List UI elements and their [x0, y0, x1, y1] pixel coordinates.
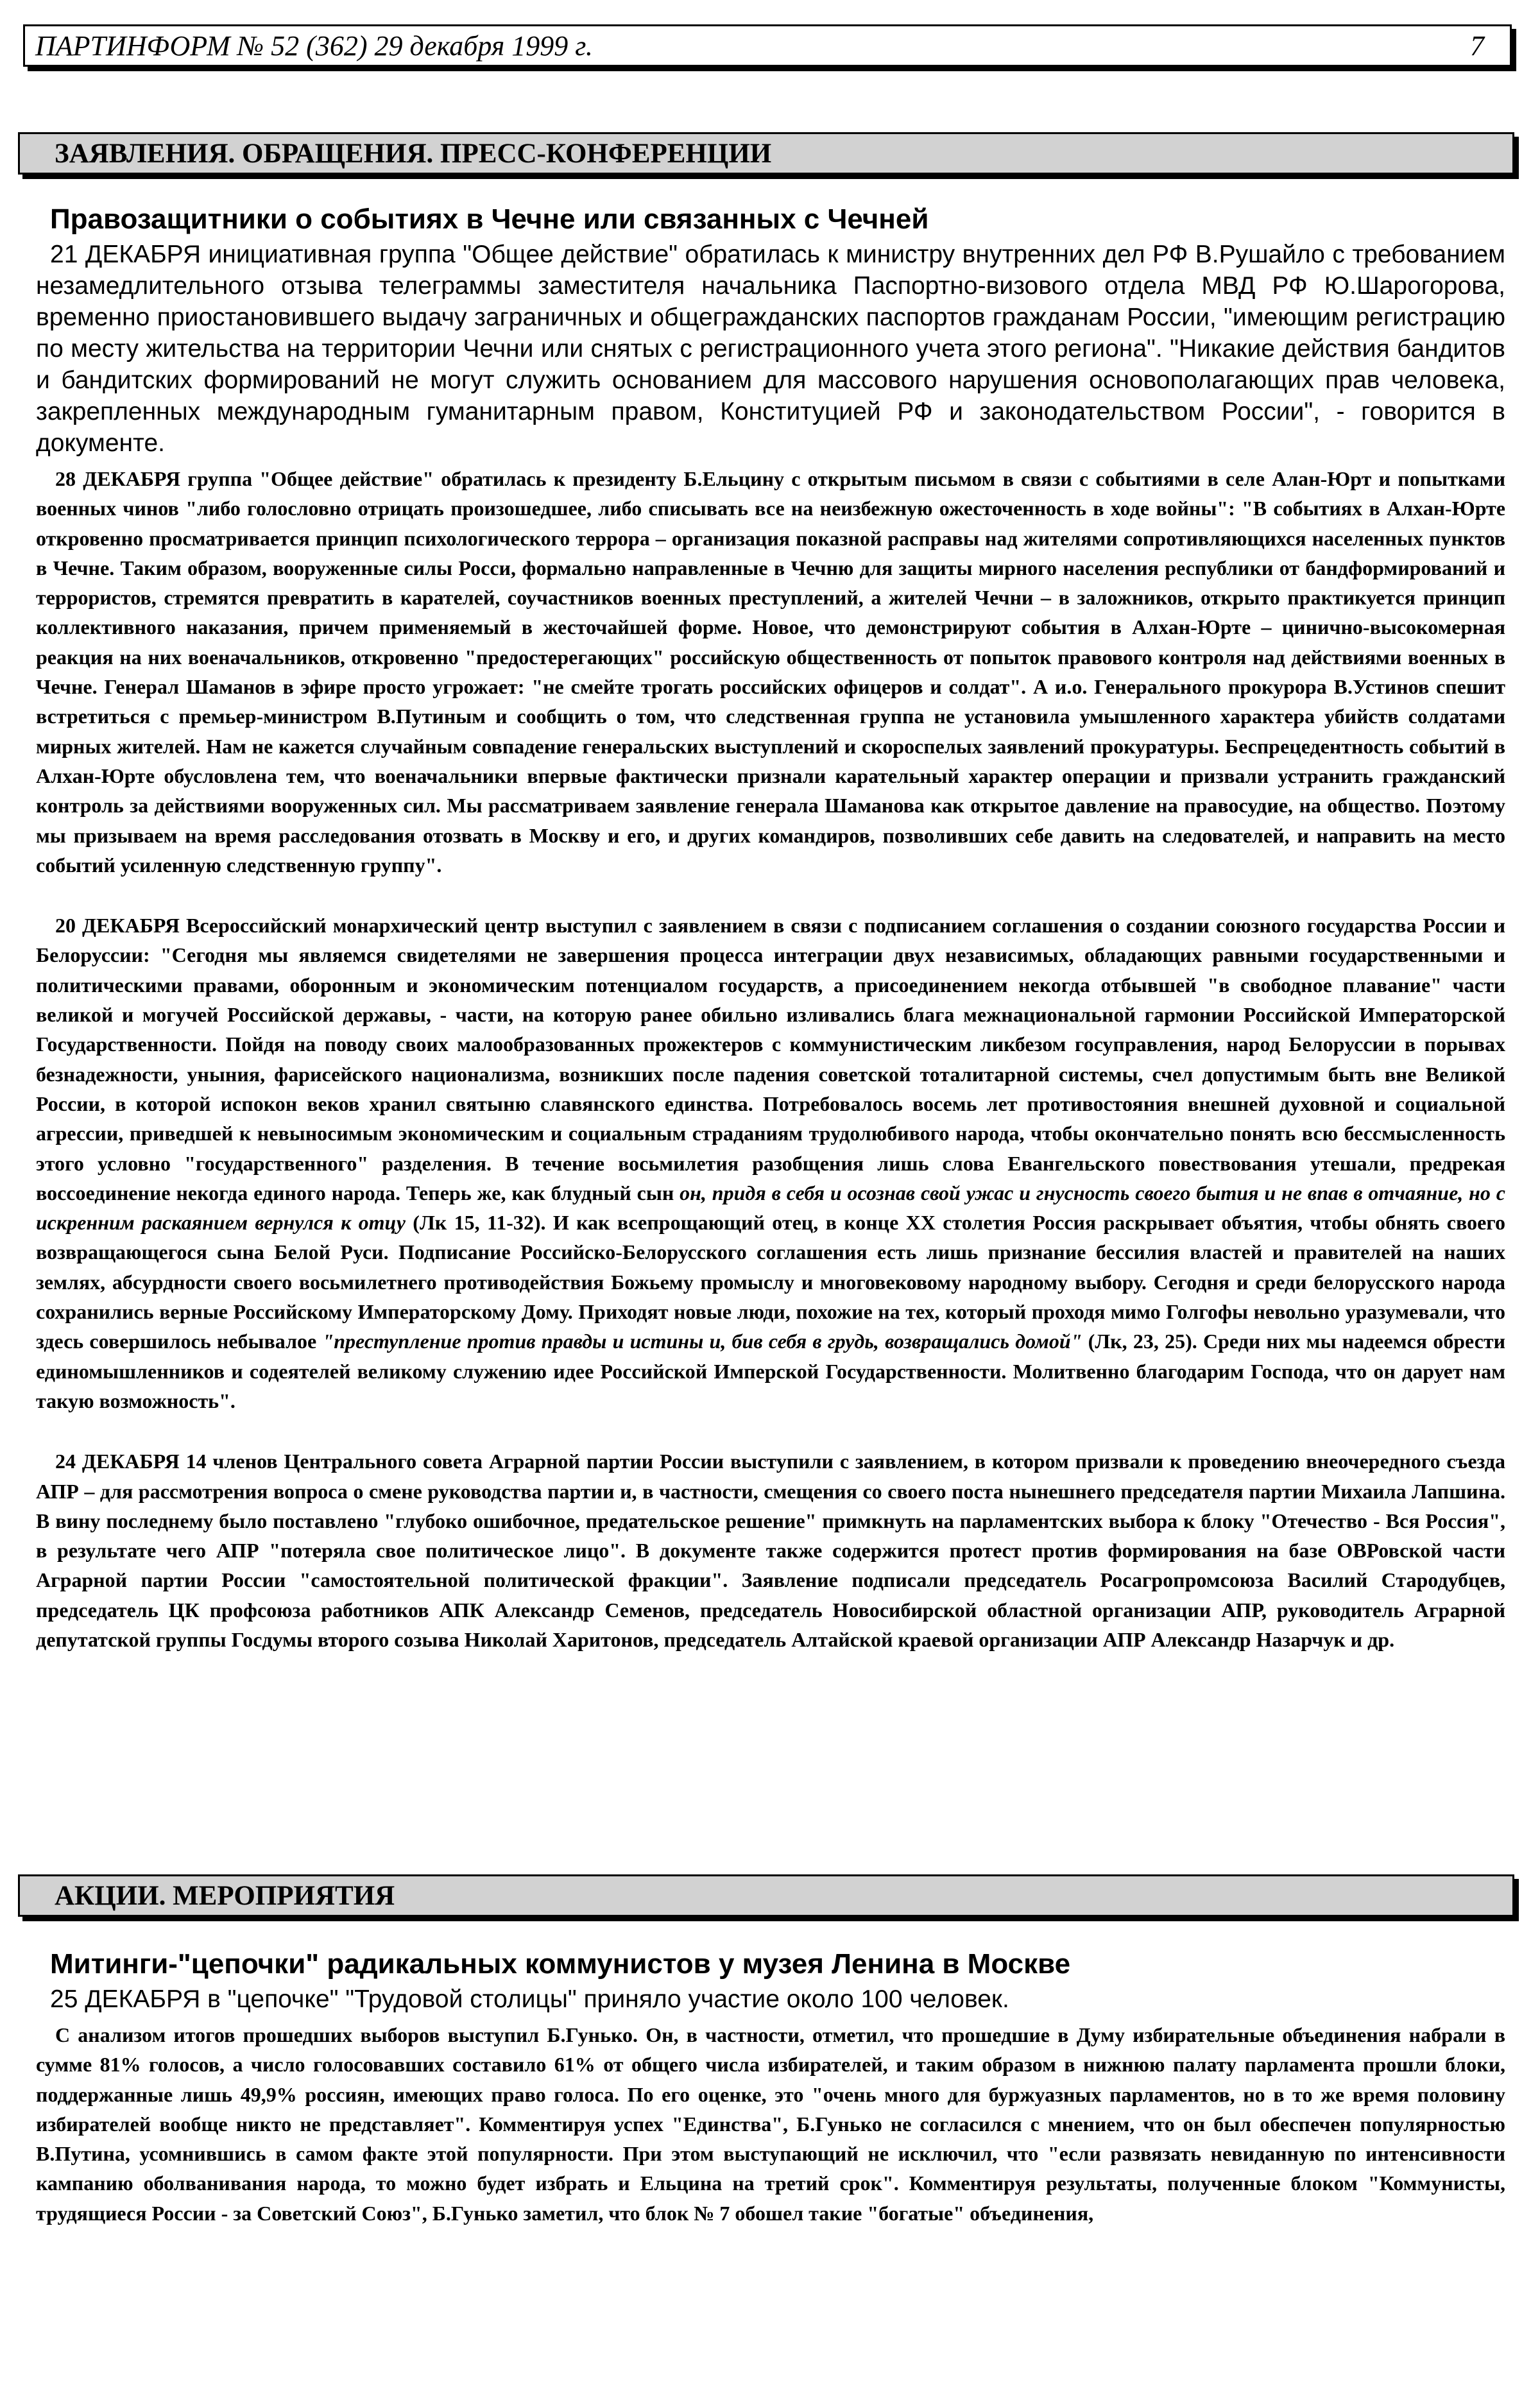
paragraph-gunko: С анализом итогов прошедших выборов выступил Б.Гунько. Он, в частности, отметил, что прошедшие в Думу избирательные объединения набрали в сумме 81% голосов, а число голосовавших составило 61% от общего числа избирателей, и таким образом в нижнюю палату парламента прошли блоки, поддержанные лишь 49,9% россиян, имеющих право голоса. По его оценке, это "очень много для буржуазных парламентов, но в то же время половину избирателей вообще никто не представляет". Комментируя успех "Единства", Б.Гунько не согласился с мнением, что он был обеспечен популярностью В.Путина, усомнившись в самом факте этой популярности. При этом выступающий не исключил, что "если развязать невиданную по интенсивности кампанию оболванивания народа, то можно будет избрать и Ельцина на третий срок". Комментируя результаты, полученные блоком "Коммунисты, трудящиеся России - за Советский Союз", Б.Гунько заметил, что блок № 7 обошел такие "богатые" объединения, — [36, 2023, 1505, 2225]
publication-title: ПАРТИНФОРМ № 52 (362) 29 декабря 1999 г. — [35, 30, 593, 62]
section-actions-body — [36, 1948, 1505, 2228]
section-title: ЗАЯВЛЕНИЯ. ОБРАЩЕНИЯ. ПРЕСС-КОНФЕРЕНЦИИ — [55, 138, 772, 169]
paragraph-28-december: 28 ДЕКАБРЯ группа "Общее действие" обратилась к президенту Б.Ельцину с открытым письмом в связи с событиями в селе Алан-Юрт и попытками военных чинов "либо голословно отрицать произошедшее, либо списывать все на неизбежную ожесточенность в ходе войны": "В событиях в Алхан-Юрте откровенно просматривается принцип психологического террора – организация показной расправы над жителями сопротивляющихся населенных пунктов в Чечне. Таким образом, вооруженные силы Росси, формально направленные в Чечню для защиты мирного населения республики от бандформирований и террористов, стремятся превратить в карателей, соучастников военных преступлений, а жителей Чечни – в заложников, открыто практикуется принцип коллективного наказания, причем применяемый в жесточайшей форме. Новое, что демонстрируют события в Алхан-Юрте – цинично-высокомерная реакция на них военачальников, откровенно "предостерегающих" российскую общественность от попыток правового контроля над действиями военных в Чечне. Генерал Шаманов в эфире просто угрожает: "не смейте трогать российских офицеров и солдат". А и.о. Генерального прокурора В.Устинов спешит встретиться с премьер-министром В.Путиным и сообщить о том, что следственная группа не установила умышленного характера убийств солдатами мирных жителей. Нам не кажется случайным совпадение генеральских выступлений и скороспелых заявлений прокуратуры. Беспрецедентность событий в Алхан-Юрте обусловлена тем, что военачальники впервые фактически признали карательный характер операции и призвали устранить гражданский контроль за действиями вооруженных сил. Мы рассматриваем заявление генерала Шаманова как открытое давление на правосудие, на общество. Поэтому мы призываем на время расследования отозвать в Москву и его, и других командиров, позволивших себе давить на следователей, и направить на место событий усиленную следственную группу". — [36, 467, 1505, 877]
article-lead: 21 ДЕКАБРЯ инициативная группа "Общее действие" обратилась к министру внутренних дел РФ В.Рушайло с требованием незамедлительного отзыва телеграммы заместителя начальника Паспортно-визового отдела МВД РФ Ю.Шарогорова, временно приостановившего выдачу заграничных и общегражданских паспортов гражданам России, "имеющим регистрацию по месту жительства на территории Чечни или снятых с регистрационного учета этого региона". "Никакие действия бандитов и бандитских формирований не могут служить основанием для массового нарушения основополагающих прав человека, закрепленных международным гуманитарным правом, Конституцией РФ и законодательством России", - говорится в документе. — [36, 241, 1505, 457]
section-header-statements — [18, 132, 1514, 175]
page-number: 7 — [1470, 30, 1484, 62]
paragraph-24-december: 24 ДЕКАБРЯ 14 членов Центрального совета Аграрной партии России выступили с заявлением, в котором призвали к проведению внеочередного съезда АПР – для рассмотрения вопроса о смене руководства партии и, в частности, смещения со своего поста нынешнего председателя партии Михаила Лапшина. В вину последнему было поставлено "глубоко ошибочное, предательское решение" примкнуть на парламентских выбора к блоку "Отечество - Вся Россия", в результате чего АПР "потеряла свое политическое лицо". В документе также содержится протест против формирования на базе ОВРовской части Аграрной партии России "самостоятельной политической фракции". Заявление подписали председатель Росагропромсоюза Василий Стародубцев, председатель ЦК профсоюза работников АПК Александр Семенов, председатель Новосибирской областной организации АПР, руководитель Аграрной депутатской группы Госдумы второго созыва Николай Харитонов, председатель Алтайской краевой организации АПР Александр Назарчук и др. — [36, 1450, 1505, 1651]
section-title: АКЦИИ. МЕРОПРИЯТИЯ — [55, 1880, 395, 1911]
article-headline: Митинги-"цепочки" радикальных коммунистов у музея Ленина в Москве — [50, 1948, 1071, 1980]
paragraph-20-december: 20 ДЕКАБРЯ Всероссийский монархический центр выступил с заявлением в связи с подписанием соглашения о создании союзного государства России и Белоруссии: "Сегодня мы являемся свидетелями не завершения процесса интеграции двух независимых, обладающих равными государственными и политическими правами, оборонным и экономическим потенциалом государств, а присоединением некогда отбывшей "в свободное плавание" части великой и могучей Российской державы, - части, на которую ранее обильно изливались блага межнациональной гармонии Российской Императорской Государственности. Пойдя на поводу своих малообразованных прожектеров с коммунистическим ликбезом госуправления, народ Белоруссии в порывах безнадежности, уныния, фарисейского национализма, возникших после падения советской тоталитарной системы, счел допустимым быть вне Великой России, в которой испокон веков хранил святыню славянского единства. Потребовалось восемь лет противостояния внешней духовной и социальной агрессии, приведшей к невыносимым экономическим и социальным страданиям трудолюбивого народа, чтобы окончательно понять всю бессмысленность этого условно "государственного" разделения. В течение восьмилетия разобщения лишь слова Евангельского повествования утешали, предрекая воссоединение некогда единого народа. Теперь же, как блудный сын он, придя в себя и осознав свой ужас и гнусность своего бытия и не впав в отчаяние, но с искренним раскаянием вернулся к отцу (Лк 15, 11-32). И как всепрощающий отец, в конце ХХ столетия Россия раскрывает объятия, чтобы обнять своего возвращающегося сына Белой Руси. Подписание Российско-Белорусского соглашения есть лишь признание бессилия властей и правителей на наших землях, абсурдности своего восьмилетнего противодействия Божьему промыслу и многовековому народному выбору. Сегодня и среди белорусского народа сохранились верные Российскому Императорскому Дому. Приходят новые люди, похожие на тех, который проходя мимо Голгофы невольно уразумевали, что здесь совершилось небывалое "преступление против правды и истины и, бив себя в грудь, возвращались домой" (Лк, 23, 25). Среди них мы надеемся обрести единомышленников и содеятелей великому служению идее Российской Имперской Государственности. Молитвенно благодарим Господа, что он дарует нам такую возможность". — [36, 914, 1506, 1412]
article-lead: 25 ДЕКАБРЯ в "цепочке" "Трудовой столицы" приняло участие около 100 человек. — [50, 1985, 1009, 2013]
section-header-actions — [18, 1874, 1514, 1917]
article-headline: Правозащитники о событиях в Чечне или связанных с Чечней — [50, 203, 929, 235]
section-statements-body — [36, 203, 1505, 1654]
page-header — [23, 24, 1512, 67]
